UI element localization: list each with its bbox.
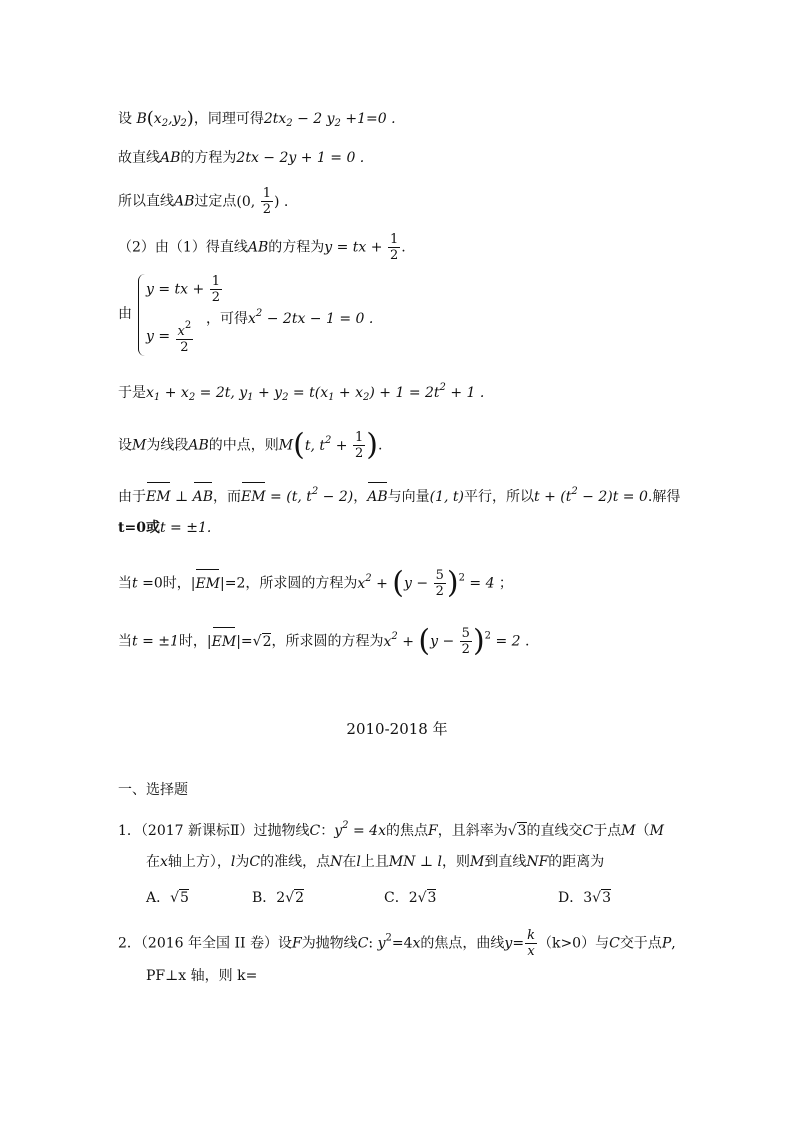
question-1-line-1: 1．（2017 新课标Ⅱ）过抛物线C：$y^2 = 4x$的焦点F，且斜率为√3的直线交C于点M（M	[118, 820, 664, 839]
option-label: C．	[384, 890, 409, 906]
text: ，且斜率为	[437, 823, 508, 839]
system-prefix	[118, 304, 132, 324]
math-equation: y = tx +	[324, 239, 387, 256]
text: ，	[353, 489, 368, 505]
solution-line-11: 当t = ±1时，|EM|=√2，所求圆的方程为$x^2 + (y$ − $\frac{5}{2}$ )$^2$ = 2 .	[118, 623, 530, 659]
math-equation: $x^2$ +	[383, 630, 419, 650]
text: 为线段	[146, 437, 189, 454]
text: 由于	[118, 489, 146, 505]
text: ，可得	[206, 311, 248, 327]
solution-line-10: 当t =0时，|EM|=2，所求圆的方程为$x^2 + (y$ − $\frac{5}{2}$ )$^2$ = 4 ；	[118, 565, 513, 601]
text: 为抛物线	[301, 935, 358, 952]
math-equation: $2tx_2 - 2$ $y_2 +1=0$ .	[263, 111, 396, 129]
text: 平行，所以	[464, 489, 534, 505]
text: 的距离为	[548, 854, 605, 870]
brace	[138, 274, 145, 356]
text: 为	[235, 854, 250, 870]
solution-line-9	[118, 518, 211, 538]
text: 的方程为	[180, 150, 237, 166]
math-equation: $x^2$ +	[357, 572, 393, 592]
question-number: 1．	[118, 823, 141, 839]
math: t = ±1	[132, 633, 179, 650]
section-title: 2010-2018 年	[346, 720, 448, 738]
text: 由	[118, 306, 132, 322]
vector-em: EM	[241, 489, 266, 505]
system-result	[206, 304, 373, 329]
math-equation: $x_1 + x_2 = 2t$, $y_1 + y_2 = t(x_1 + x_2) + 1 = 2t^2 + 1$ .	[146, 382, 485, 403]
text: .解得	[647, 489, 681, 505]
text: （k>0）与	[537, 935, 610, 952]
text: （2016 年全国 II 卷）设	[140, 935, 292, 952]
text: 的焦点	[385, 823, 428, 839]
subsection-title: 一、选择题	[118, 782, 188, 798]
text: （2017 新课标Ⅱ）过抛物线	[140, 823, 310, 839]
text: 的直线交	[526, 823, 583, 839]
text-ab: AB	[188, 437, 209, 454]
system-row-2: y = $\frac{x^2}{2}$	[146, 320, 192, 355]
option-a[interactable]: A．√5	[146, 890, 189, 906]
math: t = ±1.	[159, 520, 212, 536]
text: 设	[118, 437, 132, 454]
text: 上且	[360, 854, 389, 870]
question-2-line-2: PF⊥x 轴，则 k=	[146, 968, 258, 984]
solution-line-6	[118, 378, 484, 408]
vector-em: EM	[211, 633, 237, 650]
math: = (t, $t^2 - 2$)	[265, 486, 354, 505]
solution-line-3	[118, 186, 288, 217]
question-2-line-1: 2．（2016 年全国 II 卷）设F为抛物线C: $y^2=4x$的焦点，曲线y= $\frac{k}{x}$ （k>0）与C交于点P,	[118, 928, 676, 959]
text: 在	[342, 854, 357, 870]
text: 到直线	[484, 854, 527, 870]
option-label: D．	[558, 890, 584, 906]
math-point: (0, $\frac{1}{2}$ ) .	[236, 186, 289, 217]
text: 故直线	[118, 150, 160, 166]
math: t	[132, 575, 138, 592]
text: 的焦点，曲线	[420, 935, 505, 952]
vector-ab: AB	[192, 489, 214, 505]
solution-line-4: （2）由（1）得直线AB的方程为y = tx + $\frac{1}{2}$ .	[118, 232, 406, 263]
math-point: M	[278, 437, 294, 454]
text: 当	[118, 633, 132, 650]
option-b[interactable]: B．2√2	[252, 890, 305, 906]
solution-line-2	[118, 148, 364, 168]
text: （2）由（1）得直线	[118, 239, 248, 256]
fraction: $\frac{1}{2}$	[389, 232, 399, 263]
system-row-1: y = tx + $\frac{1}{2}$	[146, 274, 220, 305]
text: 于点	[593, 823, 622, 839]
math: $y^2 = 4x$	[334, 820, 386, 839]
text: |=	[236, 633, 253, 650]
text: 的方程为	[268, 239, 325, 256]
option-c[interactable]: C．2√3	[384, 890, 437, 906]
vector-ab: AB	[367, 489, 388, 505]
text: t=0或	[118, 520, 160, 536]
vector-em: EM	[195, 575, 221, 592]
text: 过定点	[194, 193, 237, 210]
paren: )	[186, 108, 194, 129]
solution-line-1	[118, 104, 396, 134]
text: 在	[146, 854, 160, 870]
text: |=2，所求圆的方程为	[220, 575, 358, 592]
text: 所以直线	[118, 193, 174, 210]
text: ，同理可得	[193, 111, 264, 127]
text: ，而	[213, 489, 242, 505]
text: 时，|	[178, 633, 212, 650]
text-ab: AB	[160, 150, 181, 166]
text: 轴上方），	[167, 854, 231, 870]
option-label: A．	[146, 890, 171, 906]
text: 时，|	[162, 575, 196, 592]
math: (1, t)	[429, 489, 464, 505]
option-label: B．	[252, 890, 277, 906]
text: 交于点	[619, 935, 662, 952]
text: 的准线，点	[260, 854, 331, 870]
text-m: M	[132, 437, 147, 454]
text-ab: AB	[247, 239, 269, 256]
text: 于是	[118, 385, 146, 401]
text: 设	[118, 111, 132, 127]
text: 当	[118, 575, 132, 592]
text: 与向量	[387, 489, 430, 505]
math: C	[309, 823, 321, 839]
math: $x_2,y_2$	[153, 111, 187, 129]
solution-line-7: 设M为线段AB的中点，则M(t, $t^2$ + $\frac{1}{2}$ ).	[118, 427, 383, 463]
question-1-line-2: 在x轴上方），l为C的准线，点N在l上且MN ⊥ l，则M到直线NF的距离为	[146, 854, 605, 870]
math: $t + (t^2 - 2)t = 0$	[534, 486, 648, 505]
solution-line-8: 由于EM ⊥ AB，而EM = (t, $t^2 - 2$)，AB与向量(1, t)平行，所以$t + (t^2 - 2)t = 0$.解得	[118, 486, 681, 505]
text: ，则	[441, 854, 470, 870]
question-number: 2．	[118, 935, 141, 952]
math-b-point: B	[136, 111, 147, 127]
text: ，所求圆的方程为	[271, 633, 384, 650]
text: 的中点，则	[208, 437, 279, 454]
vector-em: EM	[146, 489, 171, 505]
option-d[interactable]: D．3√3	[558, 890, 611, 906]
paren: (	[146, 108, 154, 129]
math-equation: 2tx − 2y + 1 = 0 .	[236, 150, 365, 166]
math-equation: $x^2 - 2tx - 1 = 0$ .	[248, 308, 374, 327]
text-ab: AB	[174, 193, 195, 210]
